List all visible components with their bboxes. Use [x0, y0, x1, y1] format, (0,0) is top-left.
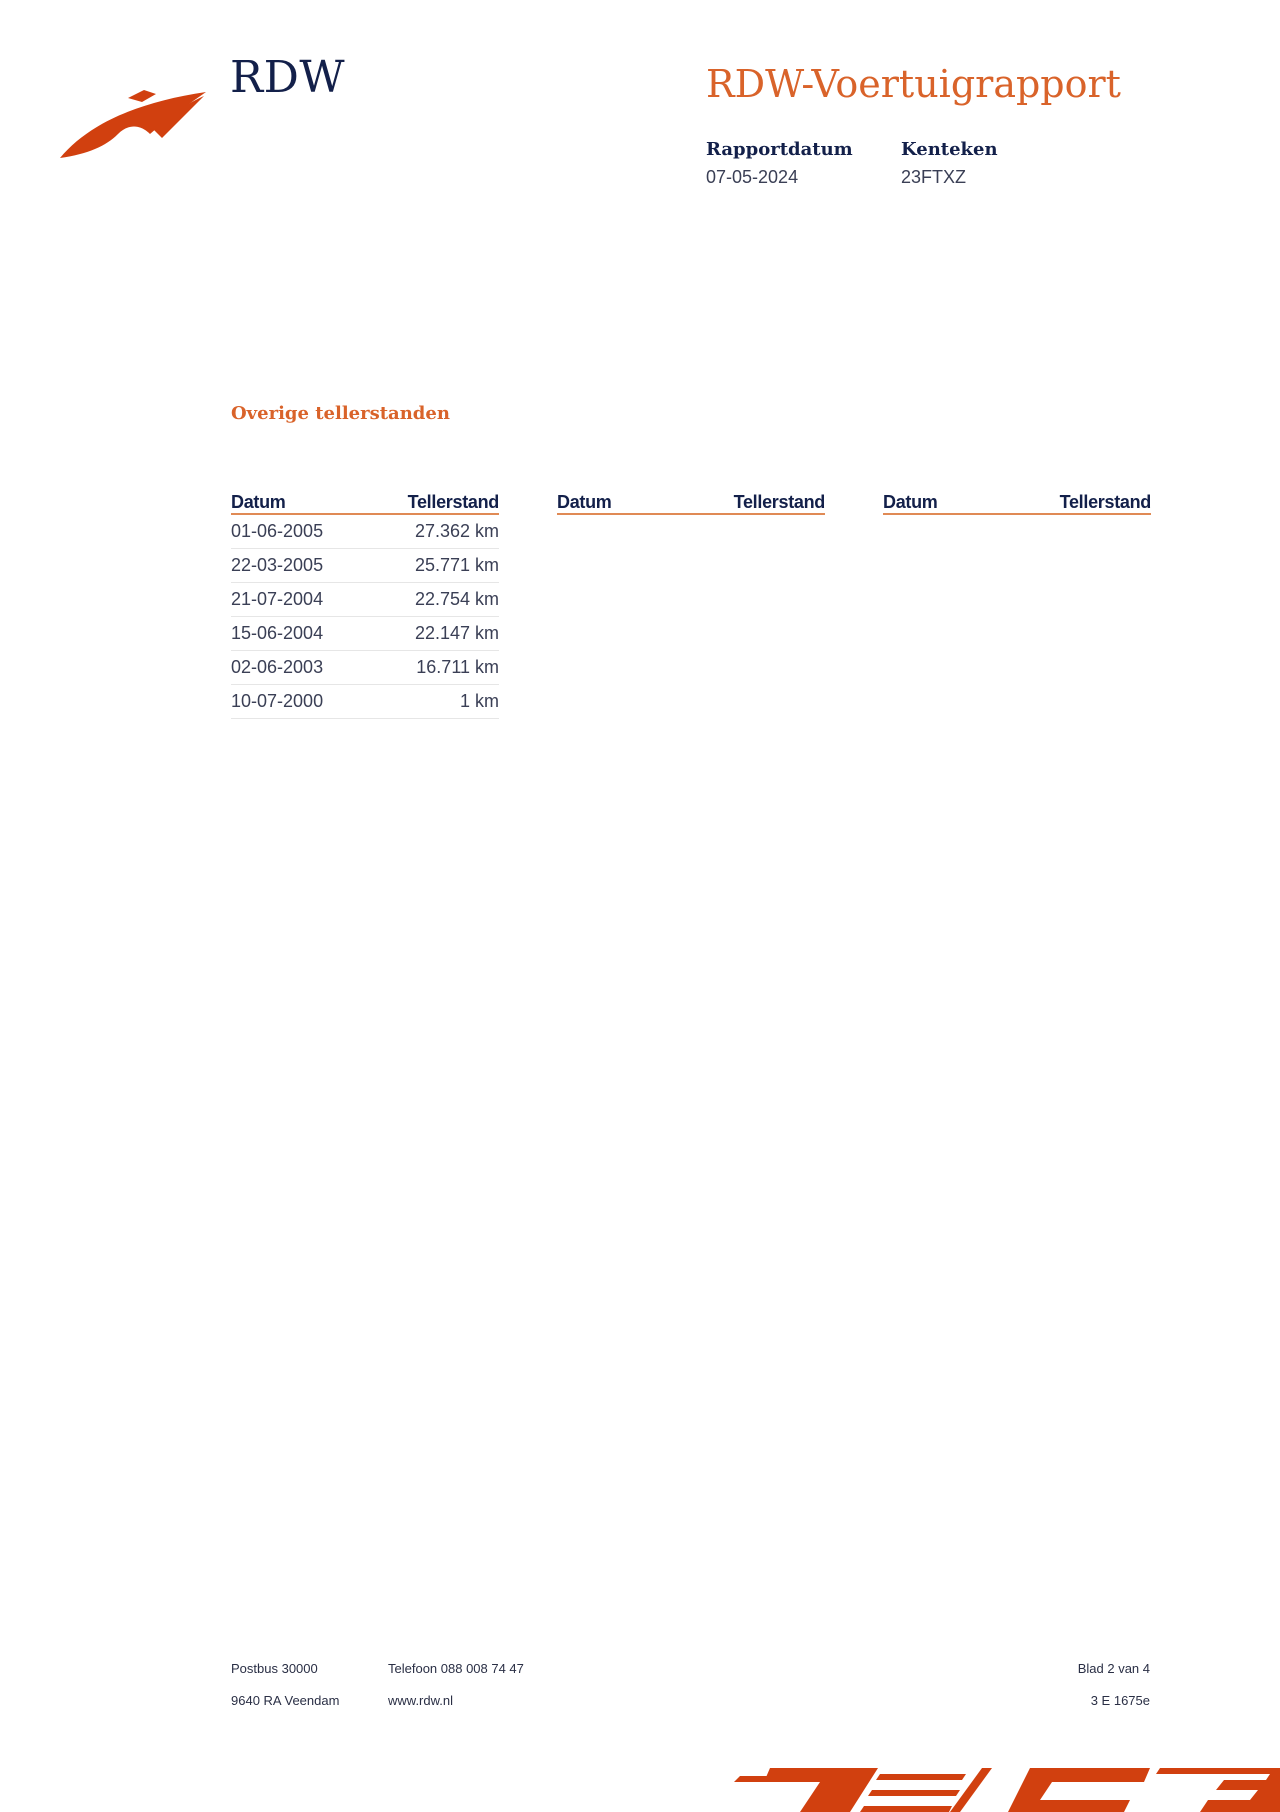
row-date: 22-03-2005 [231, 555, 324, 575]
road-stripes-icon [730, 1760, 1280, 1812]
odometer-table-1 [231, 489, 499, 719]
row-date: 15-06-2004 [231, 623, 324, 643]
row-date: 01-06-2005 [231, 521, 324, 541]
logo-text: RDW [230, 52, 346, 103]
date-header: Datum [231, 492, 286, 512]
footer-page-number: Blad 2 van 4 [1077, 1661, 1150, 1676]
section-title: Overige tellerstanden [231, 403, 450, 424]
date-header: Datum [883, 492, 938, 512]
row-reading: 27.362 km [414, 521, 499, 541]
table-row [231, 515, 499, 549]
row-reading: 25.771 km [414, 555, 499, 575]
row-reading: 16.711 km [416, 657, 499, 677]
report-title: RDW-Voertuigrapport [706, 62, 1121, 106]
license-plate-value: 23FTXZ [901, 167, 967, 187]
row-reading: 22.147 km [414, 623, 499, 643]
row-date: 02-06-2003 [231, 657, 324, 677]
row-reading: 22.754 km [414, 589, 499, 609]
footer-website-link[interactable]: www.rdw.nl [388, 1693, 454, 1708]
reading-header: Tellerstand [407, 492, 499, 512]
footer-phone: Telefoon 088 008 74 47 [388, 1661, 524, 1676]
row-reading: 1 km [459, 691, 499, 711]
footer-address-line2: 9640 RA Veendam [231, 1693, 340, 1708]
report-date-value: 07-05-2024 [706, 167, 799, 187]
row-date: 10-07-2000 [231, 691, 324, 711]
table-header [231, 489, 499, 515]
footer-address-line1: Postbus 30000 [231, 1661, 318, 1676]
reading-header: Tellerstand [1059, 492, 1151, 512]
table-row [231, 583, 499, 617]
table-header [883, 489, 1151, 515]
row-date: 21-07-2004 [231, 589, 324, 609]
table-row [231, 549, 499, 583]
rdw-logo-icon [58, 80, 208, 162]
footer-code: 3 E 1675e [1090, 1693, 1150, 1708]
license-plate-label: Kenteken [901, 139, 998, 160]
table-header [557, 489, 825, 515]
license-plate-block [901, 139, 998, 188]
odometer-table-3 [883, 489, 1151, 515]
table-row [231, 617, 499, 651]
table-row [231, 685, 499, 719]
report-date-label: Rapportdatum [706, 139, 853, 160]
odometer-table-2 [557, 489, 825, 515]
report-date-block [706, 139, 853, 188]
date-header: Datum [557, 492, 612, 512]
reading-header: Tellerstand [733, 492, 825, 512]
table-row [231, 651, 499, 685]
